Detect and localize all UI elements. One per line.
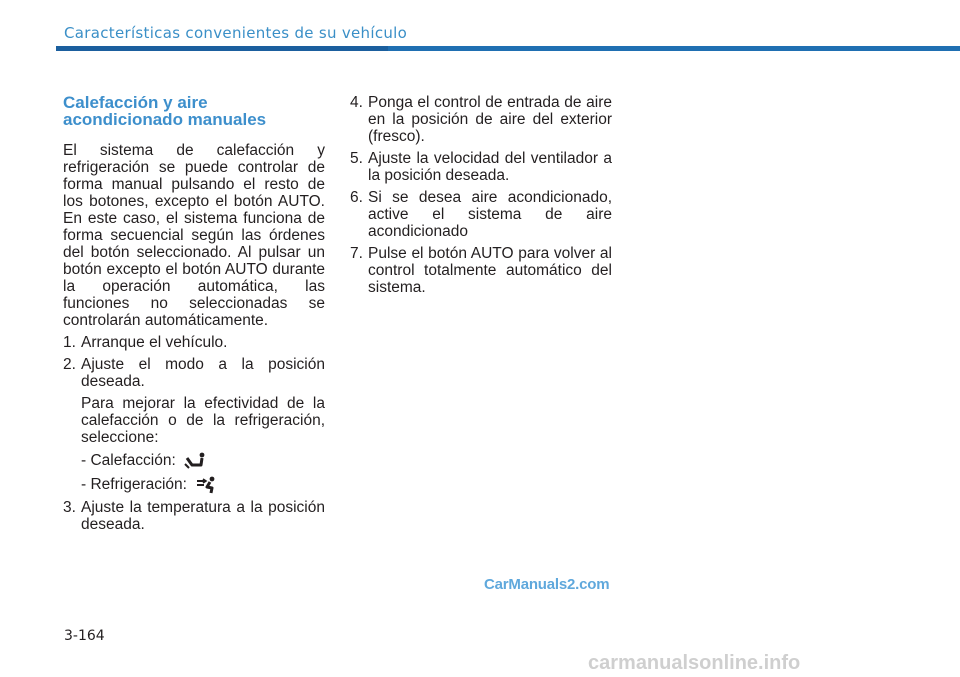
step-text: Ajuste el modo a la posición deseada. [81, 356, 325, 390]
section-title-line2: acondicionado manuales [63, 110, 267, 129]
cooling-option [81, 475, 325, 494]
step-6 [350, 189, 612, 240]
floor-airflow-icon [184, 452, 206, 470]
step-number: 2. [63, 356, 76, 373]
heating-label: - Calefacción: [81, 452, 176, 469]
header-rule-accent [56, 46, 388, 51]
left-column [63, 94, 325, 538]
right-column [350, 94, 612, 301]
step-3 [63, 499, 325, 533]
cooling-label: - Refrigeración: [81, 476, 187, 493]
step-5 [350, 150, 612, 184]
step-text: Si se desea aire acondicionado, active el sistema de aire acondicionado [368, 189, 612, 240]
step-text: Ajuste la temperatura a la posición deseada. [81, 499, 325, 533]
step-number: 3. [63, 499, 76, 516]
step-7 [350, 245, 612, 296]
step-4 [350, 94, 612, 145]
step-text: Ponga el control de entrada de aire en la posición de aire del exterior (fresco). [368, 94, 612, 145]
face-airflow-icon [195, 476, 217, 494]
heating-option [81, 451, 325, 470]
header-rule [56, 46, 960, 51]
section-title-line1: Calefacción y aire [63, 93, 208, 112]
chapter-title: Características convenientes de su vehículo [64, 24, 408, 42]
page-number: 3-164 [64, 628, 105, 644]
step-1 [63, 334, 325, 351]
step-2-note: Para mejorar la efectividad de la calefacción o de la refrigeración, seleccione: [81, 395, 325, 446]
step-number: 5. [350, 150, 363, 167]
step-number: 4. [350, 94, 363, 111]
intro-paragraph: El sistema de calefacción y refrigeración se puede controlar de forma manual pulsando el resto de los botones, excepto el botón AUTO. En este caso, el sistema funciona de forma secuencial según las órdenes del botón seleccionado. Al pulsar un botón excepto el botón AUTO durante la operación automática, las funciones no seleccionadas se controlarán automáticamente. [63, 142, 325, 329]
section-title [63, 94, 325, 128]
carmanualsonline-watermark[interactable]: carmanualsonline.info [588, 652, 801, 674]
carmanuals-watermark[interactable]: CarManuals2.com [484, 576, 610, 593]
step-number: 6. [350, 189, 363, 206]
step-number: 7. [350, 245, 363, 262]
step-text: Pulse el botón AUTO para volver al control totalmente automático del sistema. [368, 245, 612, 296]
step-text: Arranque el vehículo. [81, 334, 228, 351]
step-number: 1. [63, 334, 76, 351]
step-2 [63, 356, 325, 390]
step-text: Ajuste la velocidad del ventilador a la posición deseada. [368, 150, 612, 184]
